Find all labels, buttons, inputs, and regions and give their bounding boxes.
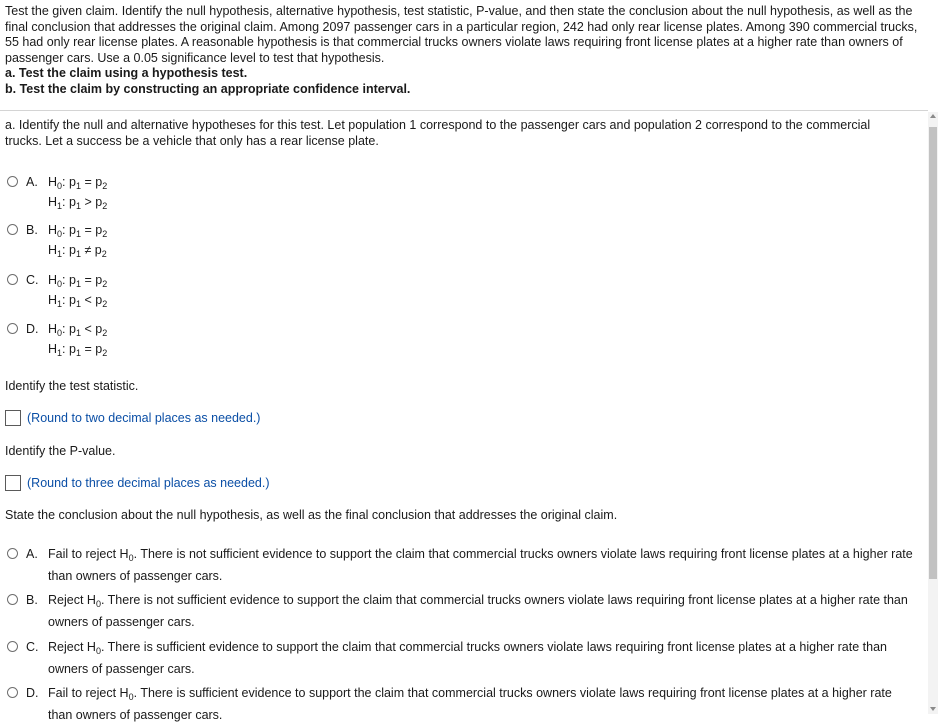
- radio-button[interactable]: [7, 176, 18, 187]
- relation: =: [84, 223, 92, 237]
- option-letter: B.: [26, 223, 38, 237]
- hypothesis-option-b[interactable]: [7, 223, 227, 261]
- test-statistic-label: Identify the test statistic.: [5, 379, 139, 393]
- option-lead: Reject H: [48, 593, 96, 607]
- option-body: . There is not sufficient evidence to support the claim that commercial trucks owners violate laws requiring front license plates at a higher rate than owners of passenger cars.: [48, 547, 913, 583]
- part-a-instruction: a. Test the claim using a hypothesis test.: [5, 66, 248, 81]
- alternative-hypothesis: $H_1$: $p_1 \ne p_2$: [48, 243, 107, 259]
- radio-button[interactable]: [7, 548, 18, 559]
- part-b-instruction: b. Test the claim by constructing an appropriate confidence interval.: [5, 81, 411, 96]
- scrollbar-thumb[interactable]: [929, 127, 937, 579]
- option-letter: D.: [26, 686, 39, 700]
- hypotheses-question: [5, 117, 905, 149]
- relation: >: [84, 195, 92, 209]
- test-statistic-input[interactable]: [5, 410, 21, 426]
- scroll-down-icon[interactable]: [930, 707, 936, 711]
- radio-button[interactable]: [7, 641, 18, 652]
- alternative-hypothesis: $H_1$: $p_1 > p_2$: [48, 195, 108, 211]
- relation: <: [84, 322, 92, 336]
- problem-intro: Test the given claim. Identify the null hypothesis, alternative hypothesis, test statistic, P-value, and then state the conclusion about the null hypothesis, as well as the final conclusion that addresses the original claim. Among 2097 passenger cars in a particular region, 242 had only rear license plates. Among 390 commercial trucks, 55 had only rear license plates. A reasonable hypothesis is that commercial trucks owners violate laws requiring front license plates at a higher rate than owners of passenger cars. Use a 0.05 significance level to test that hypothesis.: [5, 4, 918, 65]
- radio-button[interactable]: [7, 224, 18, 235]
- question-pane: [0, 112, 928, 722]
- relation: ≠: [84, 243, 92, 257]
- option-body: . There is sufficient evidence to support the claim that commercial trucks owners violate laws requiring front license plates at a higher rate than owners of passenger cars.: [48, 640, 887, 676]
- option-letter: B.: [26, 593, 38, 607]
- hypotheses-question-text: a. Identify the null and alternative hypotheses for this test. Let population 1 correspond to the passenger cars and population 2 correspond to the commercial trucks. Let a success be a vehicle that only has a rear license plate.: [5, 118, 871, 148]
- hypothesis-option-d[interactable]: [7, 322, 227, 360]
- p-value-label: Identify the P-value.: [5, 444, 116, 458]
- alternative-hypothesis: $H_1$: $p_1 < p_2$: [48, 293, 108, 309]
- p-value-hint: (Round to three decimal places as needed.): [27, 476, 270, 490]
- null-hypothesis: $H_0$: $p_1 = p_2$: [48, 223, 108, 239]
- option-letter: C.: [26, 640, 39, 654]
- relation: =: [84, 273, 92, 287]
- option-body: . There is not sufficient evidence to support the claim that commercial trucks owners violate laws requiring front license plates at a higher rate than owners of passenger cars.: [48, 593, 908, 629]
- option-lead: Reject H: [48, 640, 96, 654]
- relation: =: [84, 175, 92, 189]
- option-letter: D.: [26, 322, 39, 336]
- radio-button[interactable]: [7, 687, 18, 698]
- test-statistic-row: [5, 410, 405, 426]
- alternative-hypothesis: $H_1$: $p_1 = p_2$: [48, 342, 108, 358]
- option-letter: A.: [26, 175, 38, 189]
- hypothesis-option-a[interactable]: [7, 175, 227, 213]
- relation: <: [84, 293, 92, 307]
- conclusion-label: State the conclusion about the null hypothesis, as well as the final conclusion that addresses the original claim.: [5, 508, 618, 522]
- option-text: Reject $H_0$. There is not sufficient evidence to support the claim that commercial trucks owners violate laws requiring front license plates at a higher rate than owners of passenger cars.: [48, 593, 908, 629]
- option-lead: Fail to reject H: [48, 686, 129, 700]
- radio-button[interactable]: [7, 323, 18, 334]
- test-statistic-hint: (Round to two decimal places as needed.): [27, 411, 261, 425]
- header-gutter: [928, 0, 938, 110]
- option-text: Fail to reject $H_0$. There is not sufficient evidence to support the claim that commercial trucks owners violate laws requiring front license plates at a higher rate than owners of passenger cars.: [48, 547, 913, 583]
- p-value-input[interactable]: [5, 475, 21, 491]
- option-letter: A.: [26, 547, 38, 561]
- hypothesis-option-c[interactable]: [7, 273, 227, 311]
- null-hypothesis: $H_0$: $p_1 = p_2$: [48, 273, 108, 289]
- option-body: . There is sufficient evidence to support the claim that commercial trucks owners violate laws requiring front license plates at a higher rate than owners of passenger cars.: [48, 686, 892, 722]
- option-text: Fail to reject $H_0$. There is sufficient evidence to support the claim that commercial trucks owners violate laws requiring front license plates at a higher rate than owners of passenger cars.: [48, 686, 892, 722]
- relation: =: [84, 342, 92, 356]
- option-letter: C.: [26, 273, 39, 287]
- option-text: Reject $H_0$. There is sufficient evidence to support the claim that commercial trucks owners violate laws requiring front license plates at a higher rate than owners of passenger cars.: [48, 640, 887, 676]
- divider: [0, 110, 928, 111]
- null-hypothesis: $H_0$: $p_1 < p_2$: [48, 322, 108, 338]
- radio-button[interactable]: [7, 274, 18, 285]
- scroll-up-icon[interactable]: [930, 114, 936, 118]
- p-value-row: [5, 475, 405, 491]
- option-lead: Fail to reject H: [48, 547, 129, 561]
- problem-statement: [5, 4, 930, 98]
- null-hypothesis: $H_0$: $p_1 = p_2$: [48, 175, 108, 191]
- scrollbar[interactable]: [928, 112, 938, 714]
- radio-button[interactable]: [7, 594, 18, 605]
